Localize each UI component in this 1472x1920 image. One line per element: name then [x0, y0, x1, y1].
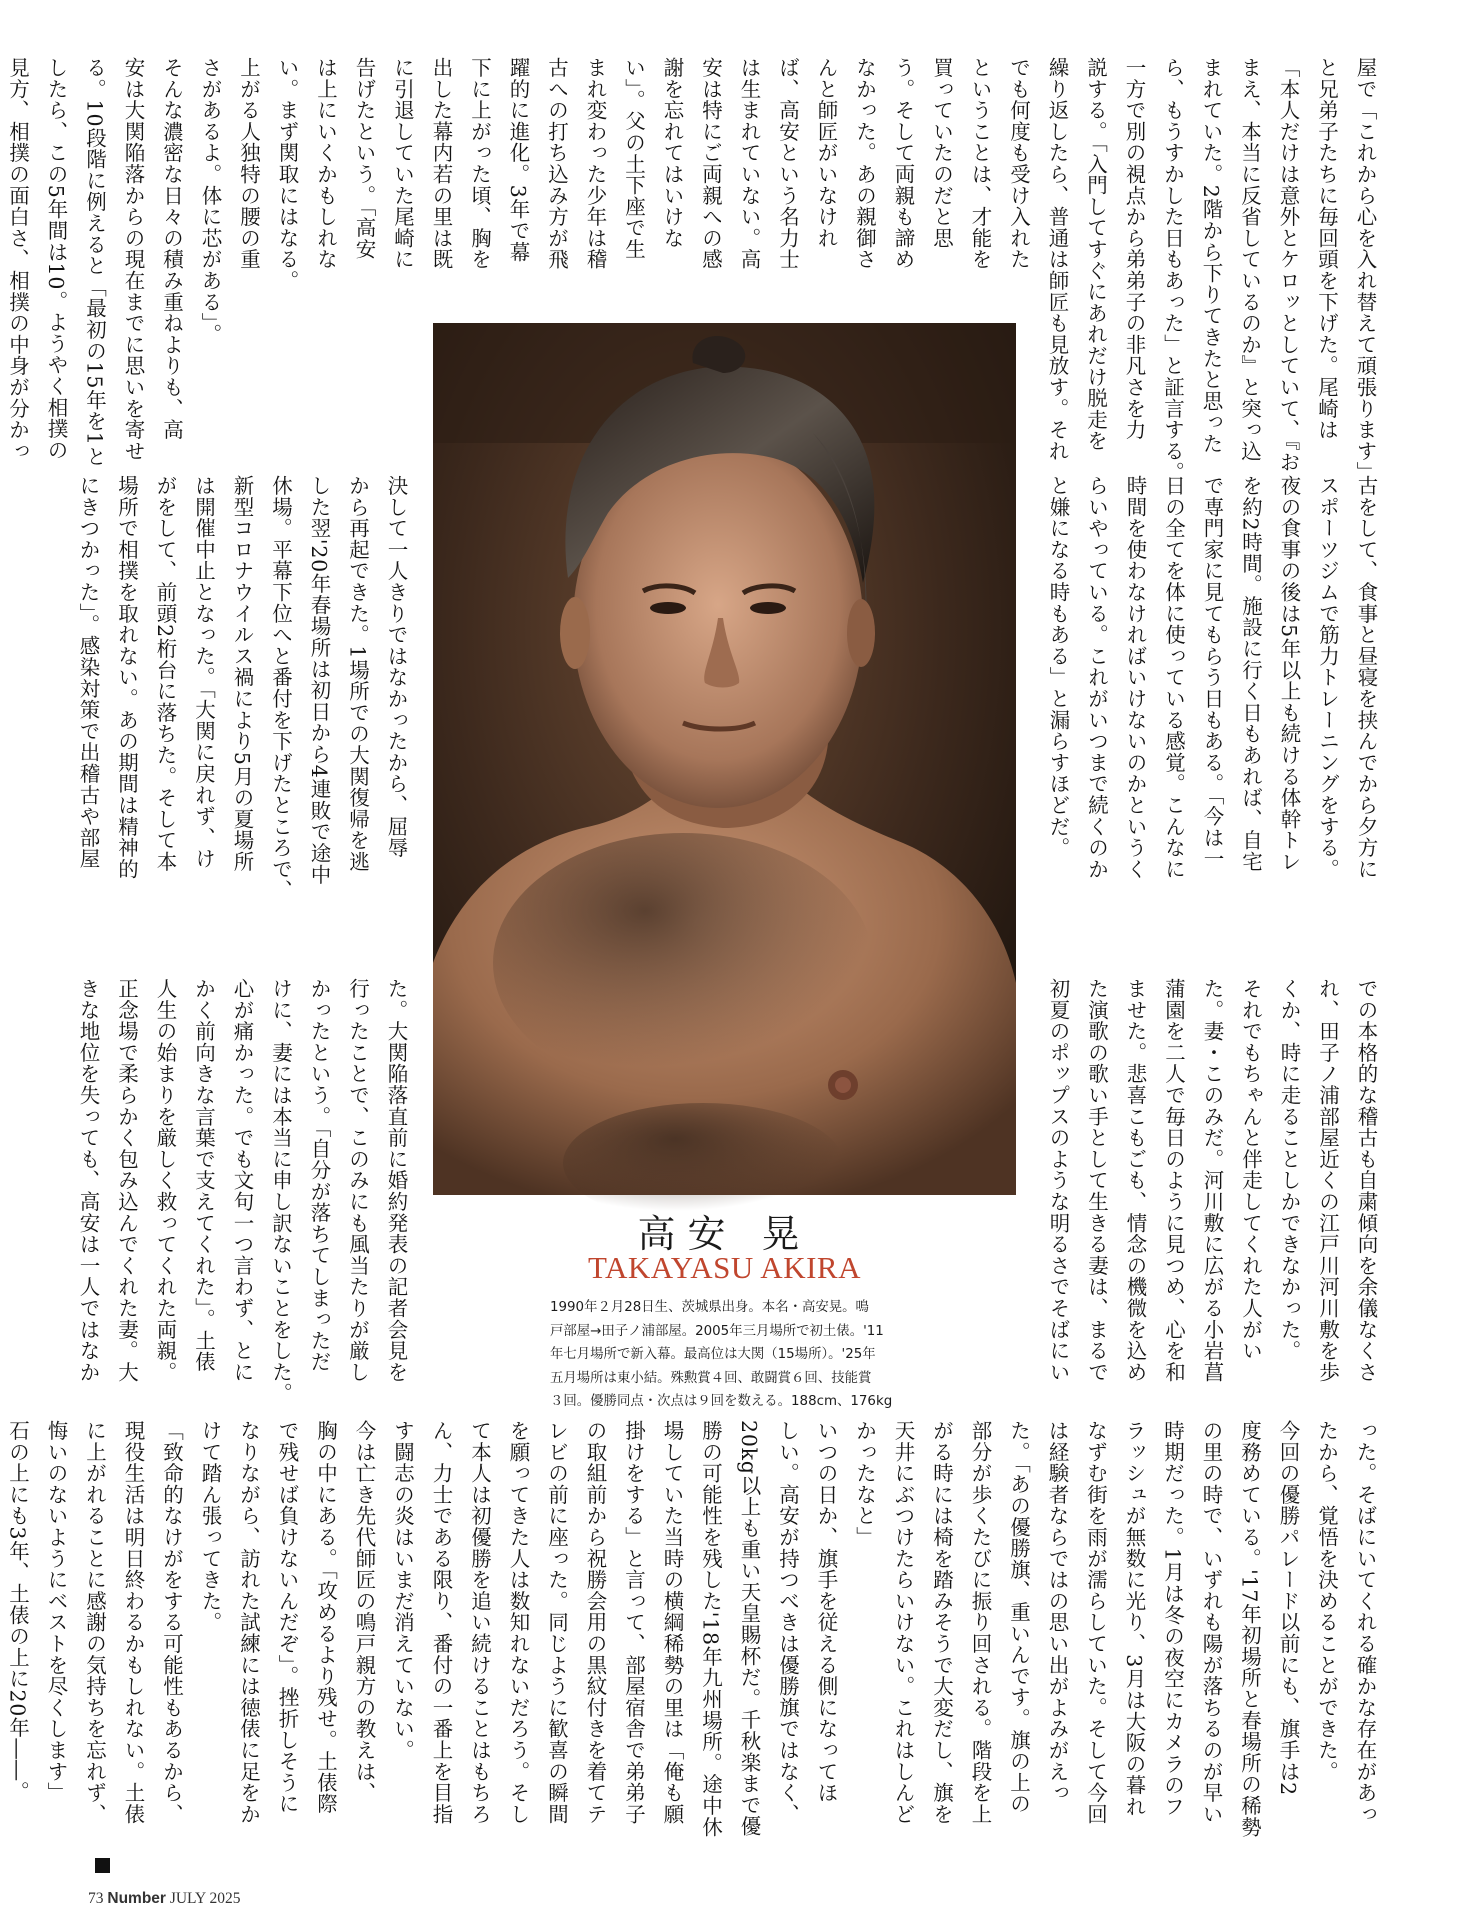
article-column-middle-left: 決して一人きりではなかったから、屈辱 から再起できた。1場所での大関復帰を逃 した翌'20年春場所は初日から4連敗で途中 休場。平幕下位へと番付を下げたところで、 新型コロナウイルス禍により5月の夏場所 は開催中止となった。「大関に戻れず、け がをして、前頭2桁台に落ちた。そして本 場所で相撲を取れない。あの期間は精神的 にきつかった」。感染対策で出稽古や部屋	[76, 475, 408, 901]
caption-name-japanese: 高安 晃	[637, 1212, 812, 1256]
article-column-middle-right: 古をして、食事と昼寝を挟んでから夕方に スポーツジムで筋力トレーニングをする。 夜の食事の後は5年以上も続ける体幹トレ を約2時間。施設に行く日もあれば、自宅 で専門家に見てもらう日もある。「今は一 日の全てを体に使っている感覚。こんなに 時間を使わなければいけないのかというく らいやっている。これがいつまで続くのか と嫌になる時もある」と漏らすほどだ。	[1046, 475, 1378, 880]
article-column-bottom: った。そばにいてくれる確かな存在があっ たから、覚悟を決めることができた。 今回の優勝パレード以前にも、旗手は2 度務めている。'17年初場所と春場所の稀勢 の里の時で、いずれも陽が落ちるのが早い 時期だった。1月は冬の夜空にカメラのフ ラッシュが無数に光り、3月は大阪の暮れ なずむ街を雨が濡らしていた。そして今回 は経験者ならではの思い出がよみがえっ た。「あの優勝旗、重いんです。旗の上の 部分が歩くたびに振り回される。階段を上 がる時には椅を踏みそうで大変だし、旗を 天井にぶつけたらいけない。これはしんど かったなと」 いつの日か、旗手を従える側になってほ しい。高安が持つべきは優勝旗ではなく、 20kg以上も重い天皇賜杯だ。千秋楽まで優 勝の可能性を残した'18年九州場所。途中休 場していた当時の横綱稀勢の里は「俺も願 掛けをする」と言って、部屋宿舎で弟弟子 の取組前から祝勝会用の黒紋付きを着てテ レビの前に座った。同じように歓喜の瞬間 を願ってきた人は数知れないだろう。そし て本人は初優勝を追い続けることはもちろ ん、力士である限り、番付の一番上を目指 す闘志の炎はいまだ消えていない。 今は亡き先代師匠の鳴戸親方の教えは、 胸の中にある。「攻めるより残せ。土俵際 で残せば負けないんだぞ」。挫折しそうに なりながら、訪れた試練には徳俵に足をか けて踏ん張ってきた。 「致命的なけがをする可能性もあるから、 現役生活は明日終わるかもしれない。土俵 に上がれることに感謝の気持ちを忘れず、 悔いのないようにベストを尽くします」 石の上にも3年、土俵の上に20年――。	[5, 1420, 1377, 1838]
sumo-portrait-illustration	[433, 323, 1016, 1195]
portrait-photo	[433, 323, 1016, 1195]
article-column-lower-right: での本格的な稽古も自粛傾向を余儀なくさ れ、田子ノ浦部屋近くの江戸川河川敷を歩 くか、時に走ることしかできなかった。 それでもちゃんと伴走してくれた人がい た。妻・このみだ。河川敷に広がる小岩菖 蒲園を二人で毎日のように見つめ、心を和 ませた。悲喜こもごも、情念の機微を込め た演歌の歌い手として生きる妻は、まるで 初夏のポップスのような明るさでそばにい	[1046, 978, 1378, 1383]
caption-name-english: TAKAYASU AKIRA	[588, 1250, 861, 1285]
article-column-top-right: 屋で「これから心を入れ替えて頑張ります」 と兄弟子たちに毎回頭を下げた。尾崎は 「本人だけは意外とケロッとしていて、『お まえ、本当に反省しているのか』と突っ込 まれていた。2階から下りてきたと思った ら、もうすかした日もあった」と証言する。 一方で別の視点から弟弟子の非凡さを力 説する。「入門してすぐにあれだけ脱走を 繰り返したら、普通は師匠も見放す。それ でも何度も受け入れた ということは、才能を 買っていたのだと思 う。そして両親も諦め なかった。あの親御さ んと師匠がいなけれ ば、高安という名力士 は生まれていない。高 安は特にご両親への感 謝を忘れてはいけな い」。父の土下座で生 まれ変わった少年は稽 古への打ち込み方が飛 躍的に進化。3年で幕 下に上がった頃、胸を 出した幕内若の里は既 に引退していた尾崎に 告げたという。「高安 は上にいくかもしれな い。まず関取にはなる。 上がる人独特の腰の重 さがあるよ。体に芯がある」。 そんな濃密な日々の積み重ねよりも、高 安は大関陥落からの現在までに思いを寄せ る。10段階に例えると「最初の15年を1と したら、この5年間は10。ようやく相撲の 見方、相撲の面白さ、相撲の中身が分かっ	[5, 57, 1377, 483]
page-footer	[88, 1890, 240, 1908]
article-end-mark	[95, 1858, 110, 1873]
issue-date: JULY 2025	[169, 1890, 241, 1907]
page-number: 73	[88, 1890, 104, 1907]
magazine-brand: Number	[107, 1890, 166, 1907]
article-column-lower-left: た。大関陥落直前に婚約発表の記者会見を 行ったことで、このみにも風当たりが厳し かったという。「自分が落ちてしまっただ けに、妻には本当に申し訳ないことをした。 心が痛かった。でも文句一つ言わず、とに かく前向きな言葉で支えてくれた」。土俵 人生の始まりを厳しく救ってくれた両親。 正念場で柔らかく包み込んでくれた妻。大 きな地位を失っても、高安は一人ではなか	[76, 978, 408, 1404]
caption-biography: 1990年２月28日生、茨城県出身。本名・高安晃。鳴 戸部屋→田子ノ浦部屋。2005年三月場所で初土俵。'11 年七月場所で新入幕。最高位は大関（15場所）。'25年 五月場所は東小結。殊勲賞４回、敢闘賞６回、技能賞 ３回。優勝同点・次点は９回を数える。188cm、176kg	[550, 1300, 893, 1409]
